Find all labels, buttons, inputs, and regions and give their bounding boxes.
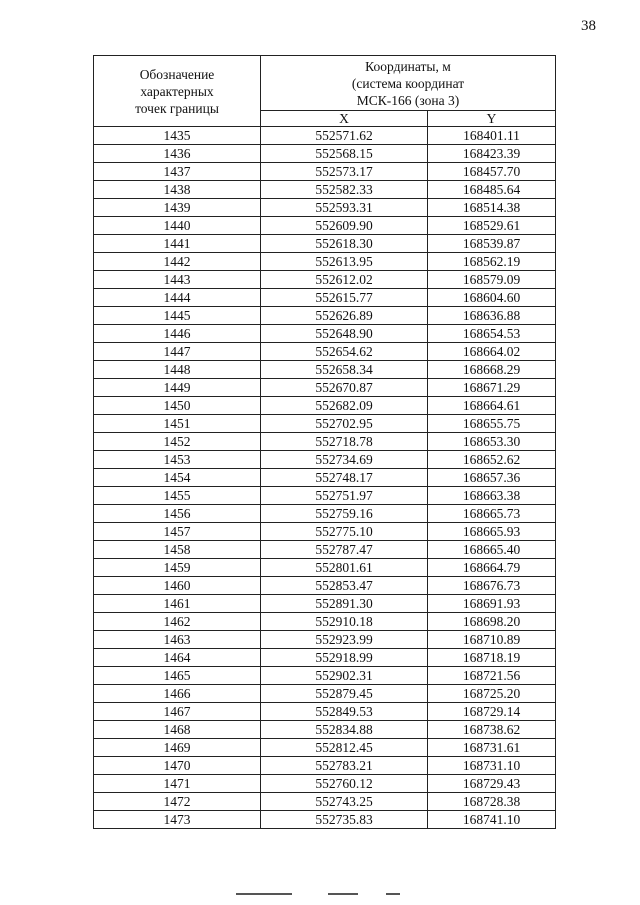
- cell-x: 552849.53: [261, 703, 428, 721]
- cell-x: 552834.88: [261, 721, 428, 739]
- cell-y: 168728.38: [428, 793, 556, 811]
- table-row: [94, 253, 556, 271]
- cell-point: 1443: [94, 271, 261, 289]
- cell-y: 168721.56: [428, 667, 556, 685]
- table-row: [94, 307, 556, 325]
- cell-y: 168529.61: [428, 217, 556, 235]
- cell-y: 168738.62: [428, 721, 556, 739]
- table-row: [94, 235, 556, 253]
- cell-x: 552609.90: [261, 217, 428, 235]
- table-row: [94, 127, 556, 145]
- cell-x: 552718.78: [261, 433, 428, 451]
- cell-x: 552910.18: [261, 613, 428, 631]
- table-row: [94, 613, 556, 631]
- cell-point: 1469: [94, 739, 261, 757]
- cell-point: 1440: [94, 217, 261, 235]
- cell-y: 168653.30: [428, 433, 556, 451]
- table-row: [94, 145, 556, 163]
- cell-y: 168657.36: [428, 469, 556, 487]
- cell-point: 1472: [94, 793, 261, 811]
- cell-point: 1449: [94, 379, 261, 397]
- footer-marks: [236, 893, 406, 897]
- table-row: [94, 487, 556, 505]
- table-row: [94, 775, 556, 793]
- cell-point: 1468: [94, 721, 261, 739]
- cell-y: 168401.11: [428, 127, 556, 145]
- cell-y: 168676.73: [428, 577, 556, 595]
- table-row: [94, 379, 556, 397]
- cell-y: 168710.89: [428, 631, 556, 649]
- table-row: [94, 541, 556, 559]
- cell-y: 168655.75: [428, 415, 556, 433]
- table-row: [94, 199, 556, 217]
- cell-x: 552853.47: [261, 577, 428, 595]
- cell-y: 168423.39: [428, 145, 556, 163]
- cell-x: 552787.47: [261, 541, 428, 559]
- cell-x: 552702.95: [261, 415, 428, 433]
- cell-point: 1455: [94, 487, 261, 505]
- header-designation-line: Обозначение: [139, 66, 215, 82]
- cell-point: 1438: [94, 181, 261, 199]
- table-row: [94, 289, 556, 307]
- cell-y: 168562.19: [428, 253, 556, 271]
- cell-x: 552891.30: [261, 595, 428, 613]
- cell-y: 168654.53: [428, 325, 556, 343]
- cell-point: 1460: [94, 577, 261, 595]
- cell-y: 168665.40: [428, 541, 556, 559]
- cell-y: 168671.29: [428, 379, 556, 397]
- table-row: [94, 811, 556, 829]
- cell-x: 552760.12: [261, 775, 428, 793]
- cell-x: 552582.33: [261, 181, 428, 199]
- cell-x: 552613.95: [261, 253, 428, 271]
- header-x: X: [261, 111, 428, 127]
- cell-point: 1441: [94, 235, 261, 253]
- cell-x: 552743.25: [261, 793, 428, 811]
- cell-point: 1470: [94, 757, 261, 775]
- cell-y: 168665.93: [428, 523, 556, 541]
- cell-y: 168691.93: [428, 595, 556, 613]
- cell-x: 552648.90: [261, 325, 428, 343]
- cell-y: 168664.02: [428, 343, 556, 361]
- table-row: [94, 325, 556, 343]
- cell-y: 168741.10: [428, 811, 556, 829]
- cell-x: 552923.99: [261, 631, 428, 649]
- cell-x: 552593.31: [261, 199, 428, 217]
- footer-mark: [328, 893, 358, 895]
- cell-point: 1452: [94, 433, 261, 451]
- cell-x: 552759.16: [261, 505, 428, 523]
- boundary-coordinates-table: [93, 55, 556, 829]
- cell-y: 168729.14: [428, 703, 556, 721]
- cell-y: 168665.73: [428, 505, 556, 523]
- table-row: [94, 433, 556, 451]
- table-row: [94, 523, 556, 541]
- header-coordinates-line: (система координат: [351, 75, 465, 91]
- table-row: [94, 757, 556, 775]
- table-row: [94, 217, 556, 235]
- table-row: [94, 595, 556, 613]
- cell-y: 168664.79: [428, 559, 556, 577]
- cell-x: 552626.89: [261, 307, 428, 325]
- cell-x: 552734.69: [261, 451, 428, 469]
- cell-y: 168698.20: [428, 613, 556, 631]
- cell-point: 1456: [94, 505, 261, 523]
- cell-point: 1463: [94, 631, 261, 649]
- cell-point: 1471: [94, 775, 261, 793]
- footer-mark: [386, 893, 400, 895]
- cell-x: 552879.45: [261, 685, 428, 703]
- cell-x: 552670.87: [261, 379, 428, 397]
- cell-y: 168731.10: [428, 757, 556, 775]
- cell-x: 552571.62: [261, 127, 428, 145]
- cell-point: 1442: [94, 253, 261, 271]
- table-row: [94, 793, 556, 811]
- table-row: [94, 361, 556, 379]
- cell-x: 552751.97: [261, 487, 428, 505]
- cell-point: 1447: [94, 343, 261, 361]
- cell-x: 552682.09: [261, 397, 428, 415]
- cell-x: 552735.83: [261, 811, 428, 829]
- table-body: [94, 127, 556, 829]
- cell-x: 552902.31: [261, 667, 428, 685]
- cell-point: 1457: [94, 523, 261, 541]
- header-y: Y: [428, 111, 556, 127]
- cell-y: 168729.43: [428, 775, 556, 793]
- table-row: [94, 721, 556, 739]
- table-row: [94, 739, 556, 757]
- cell-point: 1467: [94, 703, 261, 721]
- cell-point: 1446: [94, 325, 261, 343]
- cell-y: 168579.09: [428, 271, 556, 289]
- cell-point: 1462: [94, 613, 261, 631]
- cell-point: 1445: [94, 307, 261, 325]
- page-number: 38: [581, 18, 596, 34]
- table-row: [94, 631, 556, 649]
- cell-point: 1465: [94, 667, 261, 685]
- header-designation-line: точек границы: [135, 100, 219, 116]
- cell-point: 1450: [94, 397, 261, 415]
- cell-y: 168652.62: [428, 451, 556, 469]
- cell-point: 1436: [94, 145, 261, 163]
- table-row: [94, 163, 556, 181]
- header-coordinates-line: МСК-166 (зона 3): [356, 92, 460, 108]
- cell-x: 552918.99: [261, 649, 428, 667]
- table-row: [94, 649, 556, 667]
- table-row: [94, 271, 556, 289]
- table-row: [94, 469, 556, 487]
- table-row: [94, 685, 556, 703]
- footer-mark: [236, 893, 292, 895]
- header-coordinates-line: Координаты, м: [365, 58, 451, 74]
- cell-point: 1453: [94, 451, 261, 469]
- header-designation-line: характерных: [140, 83, 214, 99]
- table-row: [94, 343, 556, 361]
- table-row: [94, 703, 556, 721]
- cell-y: 168668.29: [428, 361, 556, 379]
- cell-x: 552748.17: [261, 469, 428, 487]
- header-coordinates: [261, 56, 556, 111]
- cell-point: 1458: [94, 541, 261, 559]
- cell-point: 1454: [94, 469, 261, 487]
- table-header: [94, 56, 556, 127]
- cell-point: 1459: [94, 559, 261, 577]
- cell-y: 168485.64: [428, 181, 556, 199]
- table-row: [94, 397, 556, 415]
- table-row: [94, 559, 556, 577]
- cell-y: 168731.61: [428, 739, 556, 757]
- cell-y: 168725.20: [428, 685, 556, 703]
- cell-y: 168718.19: [428, 649, 556, 667]
- cell-point: 1444: [94, 289, 261, 307]
- cell-y: 168539.87: [428, 235, 556, 253]
- cell-point: 1439: [94, 199, 261, 217]
- cell-x: 552618.30: [261, 235, 428, 253]
- cell-y: 168604.60: [428, 289, 556, 307]
- cell-point: 1437: [94, 163, 261, 181]
- cell-y: 168457.70: [428, 163, 556, 181]
- cell-y: 168663.38: [428, 487, 556, 505]
- table-row: [94, 505, 556, 523]
- cell-point: 1466: [94, 685, 261, 703]
- header-point-designation: [94, 56, 261, 127]
- table-row: [94, 577, 556, 595]
- cell-point: 1464: [94, 649, 261, 667]
- table-row: [94, 451, 556, 469]
- table-row: [94, 181, 556, 199]
- cell-x: 552801.61: [261, 559, 428, 577]
- cell-point: 1473: [94, 811, 261, 829]
- cell-x: 552573.17: [261, 163, 428, 181]
- cell-point: 1461: [94, 595, 261, 613]
- cell-point: 1451: [94, 415, 261, 433]
- cell-x: 552568.15: [261, 145, 428, 163]
- cell-point: 1435: [94, 127, 261, 145]
- cell-point: 1448: [94, 361, 261, 379]
- cell-x: 552615.77: [261, 289, 428, 307]
- cell-y: 168636.88: [428, 307, 556, 325]
- cell-x: 552812.45: [261, 739, 428, 757]
- cell-x: 552612.02: [261, 271, 428, 289]
- cell-x: 552783.21: [261, 757, 428, 775]
- cell-y: 168664.61: [428, 397, 556, 415]
- cell-x: 552658.34: [261, 361, 428, 379]
- table-row: [94, 415, 556, 433]
- table-row: [94, 667, 556, 685]
- cell-x: 552775.10: [261, 523, 428, 541]
- cell-x: 552654.62: [261, 343, 428, 361]
- cell-y: 168514.38: [428, 199, 556, 217]
